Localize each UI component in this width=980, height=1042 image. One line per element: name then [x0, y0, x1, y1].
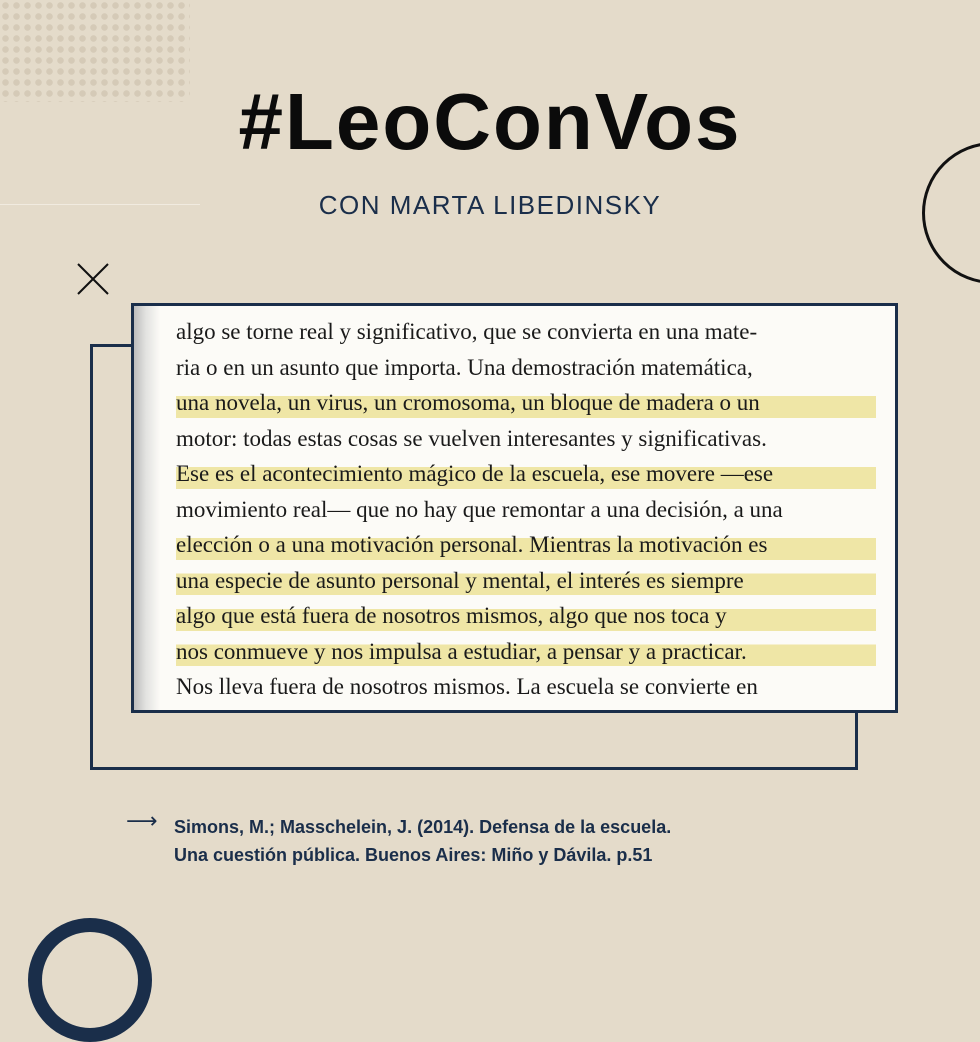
page-subtitle: CON MARTA LIBEDINSKY	[318, 190, 662, 220]
quote-line-highlighted: nos conmueve y nos impulsa a estudiar, a pensar y a practicar.	[176, 634, 876, 670]
ring-decoration	[28, 918, 152, 1042]
book-gutter-shadow	[134, 306, 160, 710]
citation-line-2: Una cuestión pública. Buenos Aires: Miño y Dávila. p.51	[174, 845, 653, 865]
quote-text	[176, 314, 876, 705]
quote-line: algo se torne real y significativo, que se convierta en una mate-	[176, 319, 758, 344]
quote-line-highlighted: Ese es el acontecimiento mágico de la escuela, ese movere —ese	[176, 456, 876, 492]
quote-line-highlighted: una especie de asunto personal y mental, el interés es siempre	[176, 563, 876, 599]
citation-text	[174, 813, 874, 869]
circle-outline-decoration	[922, 142, 980, 284]
quote-line: Nos lleva fuera de nosotros mismos. La escuela se convierte en	[176, 674, 758, 699]
close-x-icon	[76, 262, 110, 296]
long-right-arrow-icon: ⟶	[126, 808, 158, 833]
quote-line-highlighted: una novela, un virus, un cromosoma, un bloque de madera o un	[176, 385, 876, 421]
quote-scan-card	[131, 303, 898, 713]
quote-line: motor: todas estas cosas se vuelven interesantes y significativas.	[176, 425, 767, 451]
quote-line: movimiento real— que no hay que remontar a una decisión, a una	[176, 496, 783, 522]
quote-line-highlighted: elección o a una motivación personal. Mientras la motivación es	[176, 527, 876, 563]
page-title: #LeoConVos	[238, 77, 742, 166]
citation-line-1: Simons, M.; Masschelein, J. (2014). Defensa de la escuela.	[174, 817, 672, 837]
quote-line-highlighted: algo que está fuera de nosotros mismos, algo que nos toca y	[176, 598, 876, 634]
quote-line: ria o en un asunto que importa. Una demostración matemática,	[176, 354, 753, 380]
